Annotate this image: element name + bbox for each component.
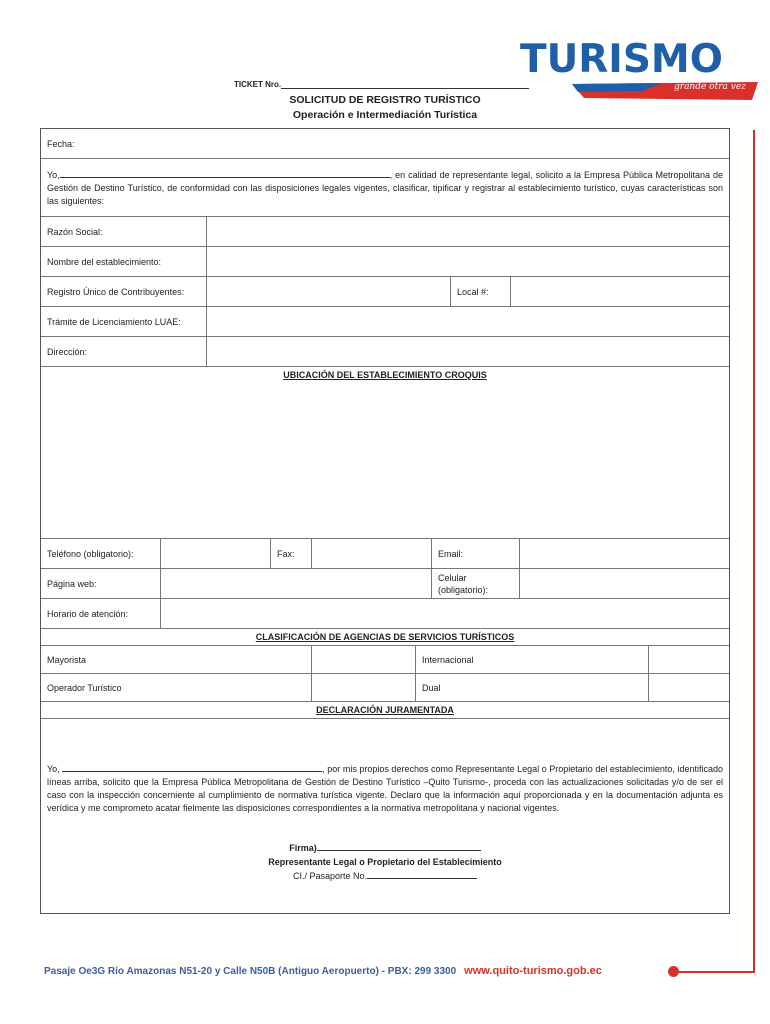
fax-input[interactable] [312,539,432,568]
dual-checkbox[interactable] [649,674,729,701]
telefono-input[interactable] [161,539,271,568]
ruc-row [41,277,729,307]
web-label: Página web: [41,569,161,598]
croquis-title: UBICACIÓN DEL ESTABLECIMIENTO CROQUIS [283,370,487,380]
email-input[interactable] [520,539,729,568]
internacional-label: Internacional [416,646,649,673]
mayorista-checkbox[interactable] [312,646,416,673]
luae-label: Trámite de Licenciamiento LUAE: [41,307,207,336]
razon-social-label: Razón Social: [41,217,207,246]
direccion-input[interactable] [207,337,729,366]
intro-row [41,159,729,217]
operador-row [41,674,729,702]
logo-word: TURISMO [520,37,723,82]
fax-label: Fax: [271,539,312,568]
mayorista-label: Mayorista [41,646,312,673]
clasificacion-title: CLASIFICACIÓN DE AGENCIAS DE SERVICIOS TURÍSTICOS [255,632,515,642]
telefono-label: Teléfono (obligatorio): [41,539,161,568]
mayorista-row [41,646,729,674]
decorative-red-dot [668,966,679,977]
ci-label: CI./ Pasaporte No. [292,871,368,881]
declaracion-section [41,719,729,913]
ticket-number [234,80,529,89]
email-label: Email: [432,539,520,568]
celular-input[interactable] [520,569,729,598]
luae-row [41,307,729,337]
representante-name-field[interactable] [60,169,390,178]
clasificacion-title-row [41,629,729,646]
logo-tagline: grande otra vez [674,82,746,92]
intro-paragraph [41,159,729,216]
intro-prefix: Yo, [47,170,60,180]
fecha-field[interactable] [41,129,729,158]
decorative-red-line [753,130,755,972]
intro-text: , en calidad de representante legal, solicito a la Empresa Pública Metropolitana de Gestión de Destino Turístico, de conformidad con las disposiciones legales vigentes, clasificar, tipificar y registrar al establecimiento turístico, cuyas características son las siguientes: [47,170,723,206]
croquis-area[interactable] [41,367,729,539]
telefono-row [41,539,729,569]
web-row [41,569,729,599]
firma-line [47,841,723,855]
ci-field[interactable] [367,870,477,879]
registration-form [40,128,730,914]
ticket-number-field[interactable] [281,81,529,89]
decl-text: , por mis propios derechos como Representante Legal o Propietario del establecimiento, identificado líneas arriba, solicito que la Empresa Pública Metropolitana de Gestión de Destino Turístico –Quito Turismo-, proceda con las actualizaciones solicitadas y/o de ser el caso con la inspección concerniente al cumplimiento de normativa turística vigente. Declaro que la información aquí proporcionada y en la documentación adjunta es verídica y me comprometo acatar fielmente las disposiciones correspondientes a la normativa metropolitana y nacional vigentes. [47,764,723,813]
nombre-input[interactable] [207,247,729,276]
page-title: SOLICITUD DE REGISTRO TURÍSTICO [289,94,481,106]
declaracion-title-row [41,702,729,719]
internacional-checkbox[interactable] [649,646,729,673]
decorative-red-line-horizontal [676,971,755,973]
ruc-input[interactable] [207,277,451,306]
razon-social-input[interactable] [207,217,729,246]
firma-field[interactable] [317,842,481,851]
ticket-label: TICKET Nro. [234,80,282,89]
horario-label: Horario de atención: [41,599,161,628]
declaracion-paragraph [47,763,723,815]
signature-block [47,841,723,883]
footer-address: Pasaje Oe3G Río Amazonas N51-20 y Calle N50B (Antiguo Aeropuerto) - PBX: 299 3300 [44,966,457,977]
representante-label: Representante Legal o Propietario del Establecimiento [268,857,502,867]
web-input[interactable] [161,569,432,598]
ci-line [47,869,723,883]
fecha-row [41,129,729,159]
operador-label: Operador Turístico [41,674,312,701]
horario-input[interactable] [161,599,729,628]
nombre-label: Nombre del establecimiento: [41,247,207,276]
nombre-row [41,247,729,277]
local-input[interactable] [511,277,729,306]
razon-social-row [41,217,729,247]
local-label: Local #: [451,277,511,306]
page-subtitle: Operación e Intermediación Turística [292,109,478,121]
fecha-label: Fecha: [47,138,75,149]
declarante-name-field[interactable] [62,763,322,772]
direccion-label: Dirección: [41,337,207,366]
operador-checkbox[interactable] [312,674,416,701]
footer [44,965,602,977]
direccion-row [41,337,729,367]
dual-label: Dual [416,674,649,701]
horario-row [41,599,729,629]
firma-label: Firma) [289,843,317,853]
luae-input[interactable] [207,307,729,336]
footer-url[interactable]: www.quito-turismo.gob.ec [464,965,602,977]
declaracion-title: DECLARACIÓN JURAMENTADA [316,705,454,715]
decl-prefix: Yo, [47,764,60,774]
ruc-label: Registro Único de Contribuyentes: [41,277,207,306]
celular-label: Celular (obligatorio): [432,569,520,598]
